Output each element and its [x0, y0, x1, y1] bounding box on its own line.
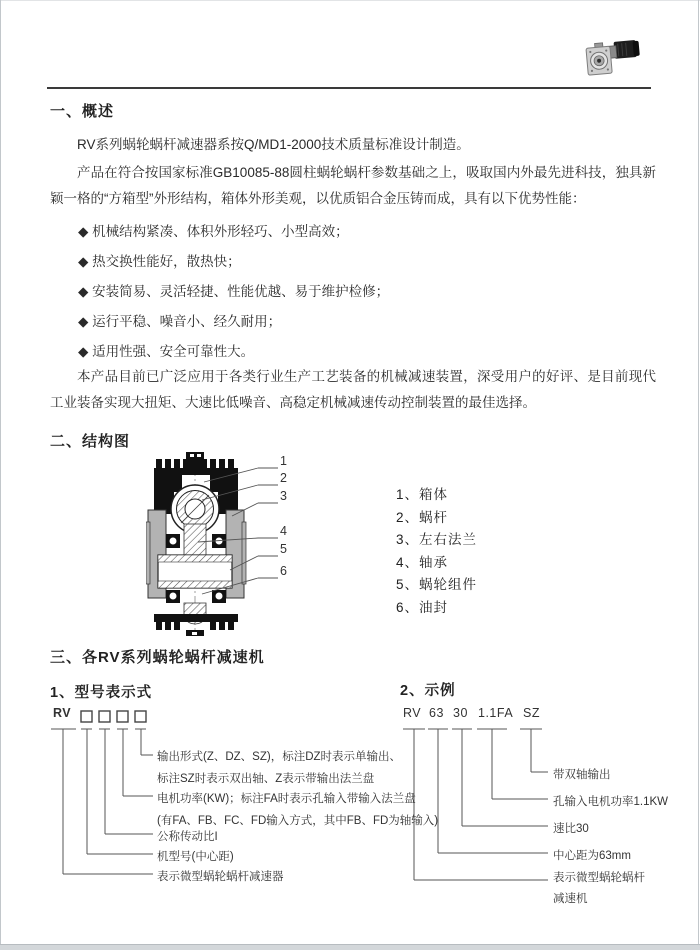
worm-wheel-hub — [184, 524, 206, 557]
header-rule — [47, 87, 651, 89]
example-code: 63 — [429, 706, 444, 720]
legend-item: 5、蜗轮组件 — [396, 577, 478, 593]
model-box — [81, 711, 92, 722]
top-cooling-fins — [154, 459, 238, 475]
section2-heading: 二、结构图 — [50, 433, 131, 450]
example-tree-lines — [400, 706, 560, 886]
page-footer-strip — [0, 944, 700, 950]
example-label-micro-2: 减速机 — [553, 893, 588, 905]
feature-item: ◆ 适用性强、安全可靠性大。 — [78, 344, 255, 359]
feature-item: ◆ 安装简易、灵活轻捷、性能优越、易于维护检修； — [78, 284, 390, 299]
callout-number: 4 — [280, 524, 287, 538]
callout-number: 6 — [280, 564, 287, 578]
example-code: 1.1FA — [478, 706, 514, 720]
structure-diagram — [146, 452, 296, 637]
example-code: 30 — [453, 706, 468, 720]
example-subheading: 2、示例 — [400, 683, 456, 699]
section1-paragraph-2: 产品在符合按国家标准GB10085-88圆柱蜗轮蜗杆参数基础之上，吸取国内外最先进科技，独具新颖一格的“方箱型”外形结构，箱体外形美观，以优质铝合金压铸而成，具有以下优势性能： — [50, 165, 656, 206]
section3-heading: 三、各RV系列蜗轮蜗杆减速机 — [50, 649, 265, 666]
model-label-micro: 表示微型蜗轮蜗杆减速器 — [157, 871, 284, 883]
model-prefix: RV — [53, 706, 72, 720]
example-code: RV — [403, 706, 422, 720]
model-label-output-2: 标注SZ时表示双出轴、Z表示带输出法兰盘 — [157, 773, 375, 785]
example-label-center: 中心距为63mm — [553, 850, 631, 862]
model-subheading: 1、型号表示式 — [50, 685, 153, 701]
page-border-left — [0, 0, 1, 950]
page-border-right — [698, 0, 699, 950]
example-label-fa: 孔输入电机功率1.1KW — [553, 796, 669, 808]
feature-item: ◆ 机械结构紧凑、体积外形轻巧、小型高效； — [78, 224, 349, 239]
example-code: SZ — [523, 706, 540, 720]
lower-bearings — [166, 590, 226, 603]
model-box — [99, 711, 110, 722]
legend-item: 6、油封 — [396, 599, 449, 615]
model-label-ratio: 公称传动比I — [157, 831, 218, 843]
callout-number: 3 — [280, 489, 287, 503]
legend-item: 1、箱体 — [396, 487, 449, 502]
section1-heading: 一、概述 — [50, 103, 115, 120]
gearbox-product-photo — [581, 34, 645, 84]
model-label-power-2: (有FA、FB、FC、FD输入方式，其中FB、FD为轴输入) — [157, 815, 439, 827]
feature-list — [78, 217, 638, 367]
model-label-output-1: 输出形式(Z、DZ、SZ)，标注DZ时表示单输出、 — [157, 751, 402, 763]
model-box — [135, 711, 146, 722]
section1-paragraph-1: RV系列蜗轮蜗杆减速器系按Q/MD1-2000技术质量标准设计制造。 — [77, 137, 470, 152]
feature-item: ◆ 热交换性能好，散热快； — [78, 254, 241, 269]
legend-item: 2、蜗杆 — [396, 509, 449, 525]
model-label-power-1: 电机功率(KW)；标注FA时表示孔输入带输入法兰盘 — [157, 793, 416, 805]
model-tree-lines — [50, 706, 156, 881]
model-box — [117, 711, 128, 722]
legend-item: 3、左右法兰 — [396, 532, 478, 548]
example-label-micro-1: 表示微型蜗轮蜗杆 — [553, 872, 645, 884]
callout-number: 1 — [280, 454, 287, 468]
callout-number: 5 — [280, 542, 287, 556]
section1-paragraph-3: 本产品目前已广泛应用于各类行业生产工艺装备的机械减速装置，深受用户的好评、是目前现代工业装备实现大扭矩、大速比低噪音、高稳定机械减速传动控制装置的最佳选择。 — [50, 369, 656, 410]
legend-item: 4、轴承 — [396, 554, 449, 570]
example-label-ratio: 速比30 — [553, 823, 589, 835]
model-label-size: 机型号(中心距) — [157, 851, 234, 863]
callout-number: 2 — [280, 471, 287, 485]
page-border-top — [0, 0, 700, 1]
example-label-sz: 带双轴输出 — [553, 769, 611, 781]
diagram-legend — [396, 484, 477, 620]
feature-item: ◆ 运行平稳、噪音小、经久耐用； — [78, 314, 282, 329]
